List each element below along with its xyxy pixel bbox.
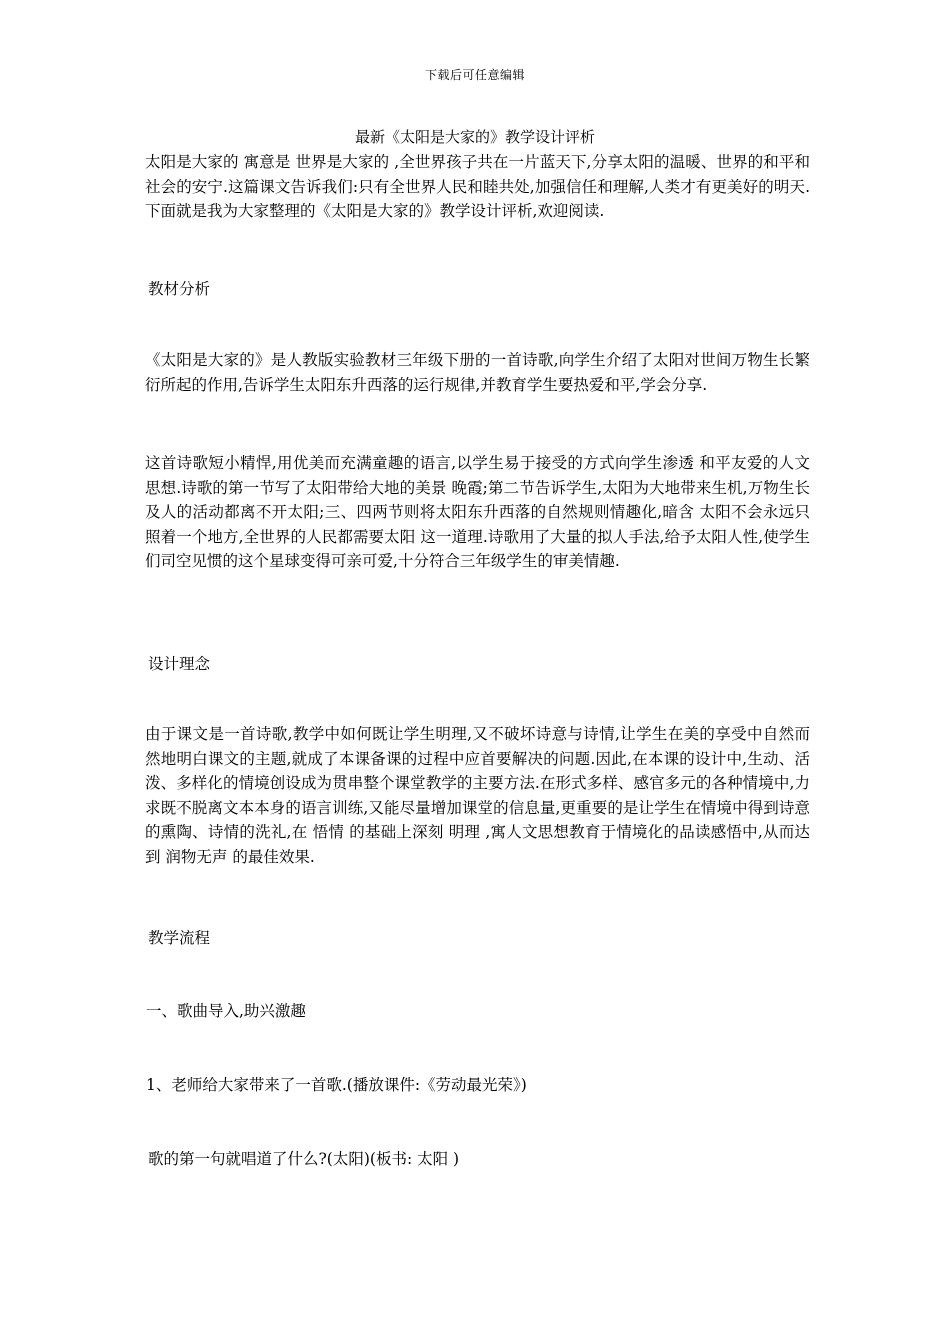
flow-item-2: 歌的第一句就唱道了什么?(太阳)(板书: 太阳 ) — [148, 1150, 460, 1168]
heading-design-concept: 设计理念 — [148, 655, 211, 673]
intro-paragraph: 太阳是大家的 寓意是 世界是大家的 ,全世界孩子共在一片蓝天下,分享太阳的温暖、世界的和平和社会的安宁.这篇课文告诉我们:只有全世界人民和睦共处,加强信任和理解,人类才有更美好的明天.下面就是我为大家整理的《太阳是大家的》教学设计评析,欢迎阅读. — [145, 153, 810, 220]
flow-item-1: 1、老师给大家带来了一首歌.(播放课件:《劳动最光荣》) — [146, 1076, 527, 1094]
analysis-paragraph-1: 《太阳是大家的》是人教版实验教材三年级下册的一首诗歌,向学生介绍了太阳对世间万物生长繁衍所起的作用,告诉学生太阳东升西落的运行规律,并教育学生要热爱和平,学会分享. — [145, 351, 810, 394]
document-title: 最新《太阳是大家的》教学设计评析 — [354, 128, 595, 146]
design-paragraph: 由于课文是一首诗歌,教学中如何既让学生明理,又不破坏诗意与诗情,让学生在美的享受中自然而然地明白课文的主题,就成了本课备课的过程中应首要解决的问题.因此,在本课的设计中,生动、活泼、多样化的情境创设成为贯串整个课堂教学的主要方法.在形式多样、感官多元的各种情境中,力求既不脱离文本本身的语言训练,又能尽量增加课堂的信息量,更重要的是让学生在情境中得到诗意的熏陶、诗情的洗礼,在 悟情 的基础上深刻 明理 ,寓人文思想教育于情境化的品读感悟中,从而达到 润物无声 的最佳效果. — [145, 725, 810, 866]
heading-teaching-flow: 教学流程 — [148, 929, 211, 947]
flow-step-1: 一、歌曲导入,助兴激趣 — [146, 1002, 306, 1020]
analysis-paragraph-2: 这首诗歌短小精悍,用优美而充满童趣的语言,以学生易于接受的方式向学生渗透 和平友爱的人文思想.诗歌的第一节写了太阳带给大地的美景 晚霞;第二节告诉学生,太阳为大地带来生机,万物生长及人的活动都离不开太阳;三、四两节则将太阳东升西落的自然规则情趣化,暗含 太阳不会永远只照着一个地方,全世界的人民都需要太阳 这一道理.诗歌用了大量的拟人手法,给予太阳人性,使学生们司空见惯的这个星球变得可亲可爱,十分符合三年级学生的审美情趣. — [145, 454, 810, 570]
header-note: 下载后可任意编辑 — [424, 68, 525, 82]
heading-material-analysis: 教材分析 — [148, 280, 211, 298]
